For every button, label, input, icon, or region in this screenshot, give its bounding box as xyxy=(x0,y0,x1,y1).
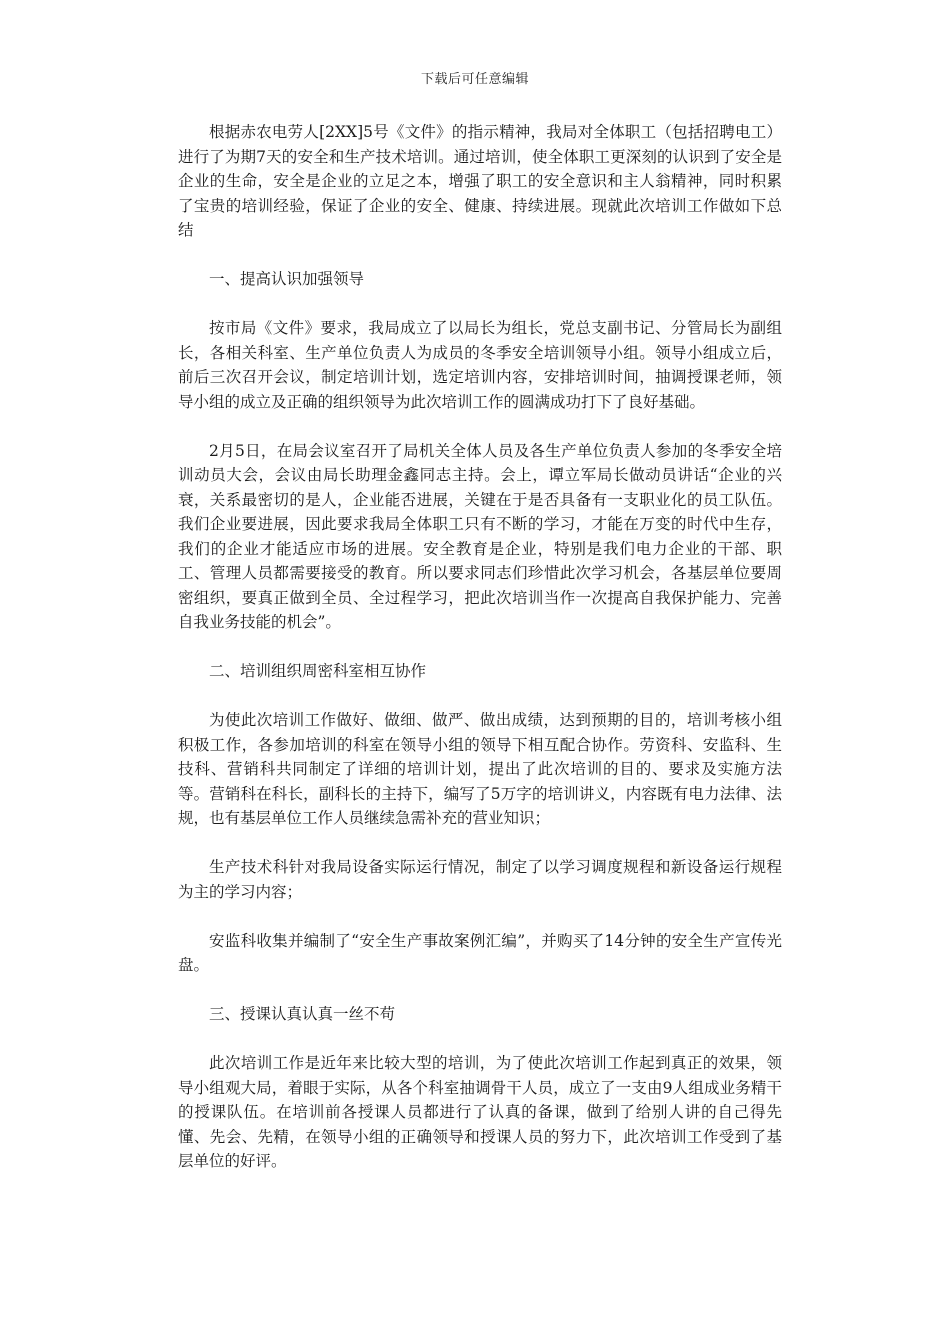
section-3-heading: 三、授课认真认真一丝不苟 xyxy=(209,1005,396,1023)
section-1-paragraph-1: 按市局《文件》要求，我局成立了以局长为组长，党总支副书记、分管局长为副组长，各相关科室、生产单位负责人为成员的冬季安全培训领导小组。领导小组成立后，前后三次召开会议，制定培训计划，选定培训内容，安排培训时间，抽调授课老师，领导小组的成立及正确的组织领导为此次培训工作的圆满成功打下了良好基础。 xyxy=(178,319,782,411)
section-2-paragraph-3: 安监科收集并编制了“安全生产事故案例汇编”，并购买了14分钟的安全生产宣传光盘。 xyxy=(178,931,782,974)
section-2-paragraph-1: 为使此次培训工作做好、做细、做严、做出成绩，达到预期的目的，培训考核小组积极工作，各参加培训的科室在领导小组的领导下相互配合协作。劳资科、安监科、生技科、营销科共同制定了详细的培训计划，提出了此次培训的目的、要求及实施方法等。营销科在科长，副科长的主持下，编写了5万字的培训讲义，内容既有电力法律、法规，也有基层单位工作人员继续急需补充的营业知识； xyxy=(178,711,782,827)
section-2-heading: 二、培训组织周密科室相互协作 xyxy=(209,662,427,680)
section-3-paragraph-1: 此次培训工作是近年来比较大型的培训，为了使此次培训工作起到真正的效果，领导小组观大局，着眼于实际，从各个科室抽调骨干人员，成立了一支由9人组成业务精干的授课队伍。在培训前各授课人员都进行了认真的备课，做到了给别人讲的自己得先懂、先会、先精，在领导小组的正确领导和授课人员的努力下，此次培训工作受到了基层单位的好评。 xyxy=(178,1054,782,1170)
intro-paragraph: 根据赤农电劳人[2XX]5号《文件》的指示精神，我局对全体职工（包括招聘电工）进行了为期7天的安全和生产技术培训。通过培训，使全体职工更深刻的认识到了安全是企业的生命，安全是企业的立足之本，增强了职工的安全意识和主人翁精神，同时积累了宝贵的培训经验，保证了企业的安全、健康、持续进展。现就此次培训工作做如下总结 xyxy=(178,123,782,239)
section-1-paragraph-2: 2月5日，在局会议室召开了局机关全体人员及各生产单位负责人参加的冬季安全培训动员大会，会议由局长助理金鑫同志主持。会上，谭立军局长做动员讲话“企业的兴衰，关系最密切的是人，企业能否进展，关键在于是否具备有一支职业化的员工队伍。我们企业要进展，因此要求我局全体职工只有不断的学习，才能在万变的时代中生存，我们的企业才能适应市场的进展。安全教育是企业，特别是我们电力企业的干部、职工、管理人员都需要接受的教育。所以要求同志们珍惜此次学习机会，各基层单位要周密组织，要真正做到全员、全过程学习，把此次培训当作一次提高自我保护能力、完善自我业务技能的机会”。 xyxy=(178,441,782,631)
header-note: 下载后可任意编辑 xyxy=(420,72,529,87)
section-1-heading: 一、提高认识加强领导 xyxy=(209,270,365,288)
section-2-paragraph-2: 生产技术科针对我局设备实际运行情况，制定了以学习调度规程和新设备运行规程为主的学习内容； xyxy=(178,858,782,901)
document-body xyxy=(178,120,782,1198)
